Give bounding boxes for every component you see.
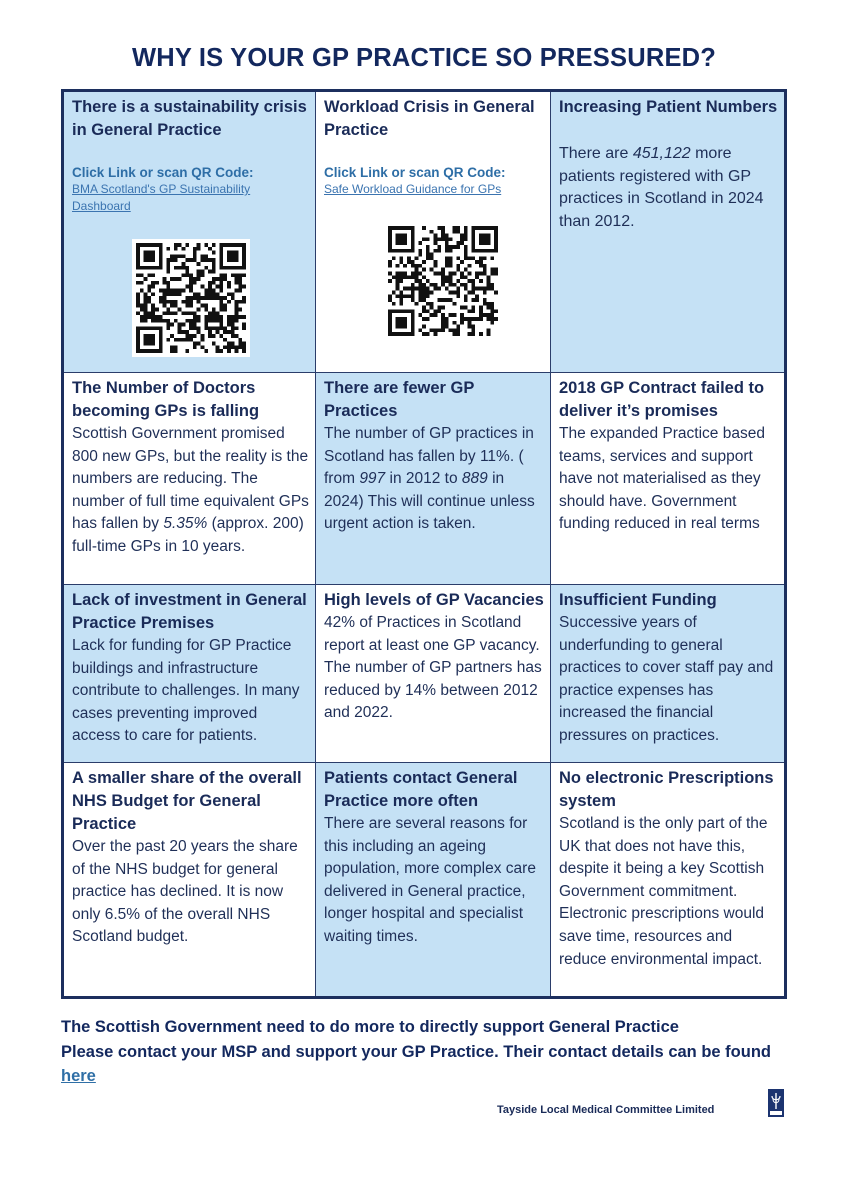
footer-text: Please contact your MSP and support your GP Practice. Their contact details can be found [61,1042,771,1061]
cell-doctors-falling [64,373,316,585]
qr-code-sustainability[interactable] [132,239,250,357]
cell-increasing-patients [551,92,784,373]
cell-title: High levels of GP Vacancies [324,591,544,609]
cell-fewer-practices [316,373,551,585]
cell-body: Scotland is the only part of the UK that does not have this, despite it being a key Scottish Government commitment. Electronic prescriptions would save time, resources and reduce environmental impact. [559,815,768,968]
cell-title: There is a sustainability crisis in General Practice [72,98,307,139]
cell-body: Successive years of underfunding to general practices to cover staff pay and practice expenses has increased the financial pressures on practices. [559,614,774,744]
footer-line-1: The Scottish Government need to do more to directly support General Practice [61,1018,679,1036]
body-text: in 2024) This will continue unless urgent action is taken. [324,470,535,533]
body-text: There are [559,145,633,162]
footer-message [61,1015,791,1089]
body-text: (approx. 200) full-time GPs in 10 years. [72,515,304,555]
cta-text: Click Link or scan QR Code: [324,165,506,180]
patient-count: 451,122 [632,145,691,162]
count-2024: 889 [461,470,488,488]
cell-title: 2018 GP Contract failed to deliver it’s promises [559,379,765,420]
qr-code-workload[interactable] [384,222,502,340]
cell-title: The Number of Doctors becoming GPs is falling [72,379,260,420]
body-text: more patients registered with GP practices in Scotland in 2024 than 2012. [559,145,764,230]
cell-body [559,143,778,233]
cell-patient-contact [316,763,551,996]
count-2012: 997 [359,470,386,488]
cta-text: Click Link or scan QR Code: [72,165,254,180]
cell-insufficient-funding [551,585,784,763]
cell-body: Lack for funding for GP Practice buildings and infrastructure contribute to challenges. In many cases preventing improved access to care for patients. [72,637,300,745]
safe-workload-guidance-link[interactable]: Safe Workload Guidance for GPs [324,182,502,196]
cell-title: Patients contact General Practice more often [324,769,518,810]
cell-title: Lack of investment in General Practice Premises [72,591,307,632]
cell-body: There are several reasons for this including an ageing population, more complex care delivered in General practice, longer hospital and specialist waiting times. [324,815,536,945]
cell-workload-crisis [316,92,551,373]
cell-nhs-budget-share [64,763,316,996]
percent-figure: 5.35% [163,515,208,533]
cell-gp-contract [551,373,784,585]
cell-sustainability-crisis [64,92,316,373]
body-text: Scottish Government promised 800 new GPs, but the reality is the numbers are reducing. The number of full time equivalent GPs has fallen by [72,425,309,533]
cell-premises-investment [64,585,316,763]
cell-electronic-prescriptions [551,763,784,996]
sustainability-dashboard-link[interactable]: BMA Scotland's GP Sustainability Dashboard [72,182,251,213]
cell-title: Insufficient Funding [559,591,717,609]
cell-body [324,423,544,536]
cell-title: There are fewer GP Practices [324,379,475,420]
cell-title: Increasing Patient Numbers [559,98,778,116]
organization-name: Tayside Local Medical Committee Limited [497,1104,715,1116]
cell-body: The expanded Practice based teams, services and support have not materialised as they should have. Government funding reduced in real terms [559,425,765,533]
info-grid [61,89,787,999]
body-text: The number of GP practices in Scotland has fallen by 11%. ( from [324,425,534,488]
cell-body: Over the past 20 years the share of the NHS budget for general practice has declined. It is now only 6.5% of the overall NHS Scotland budget. [72,838,298,946]
cell-body [72,423,309,559]
cell-body: 42% of Practices in Scotland report at least one GP vacancy. The number of GP partners has reduced by 14% between 2012 and 2022. [324,614,542,722]
page-title: WHY IS YOUR GP PRACTICE SO PRESSURED? [131,44,717,72]
msp-contact-link[interactable]: here [61,1067,96,1085]
footer-line-2 [61,1040,791,1089]
lmc-logo-icon [768,1089,784,1117]
cell-gp-vacancies [316,585,551,763]
cell-title: A smaller share of the overall NHS Budget for General Practice [72,769,302,833]
cell-title: Workload Crisis in General Practice [324,98,535,139]
cell-title: No electronic Prescriptions system [559,769,774,810]
body-text: in 2012 to [385,470,462,488]
